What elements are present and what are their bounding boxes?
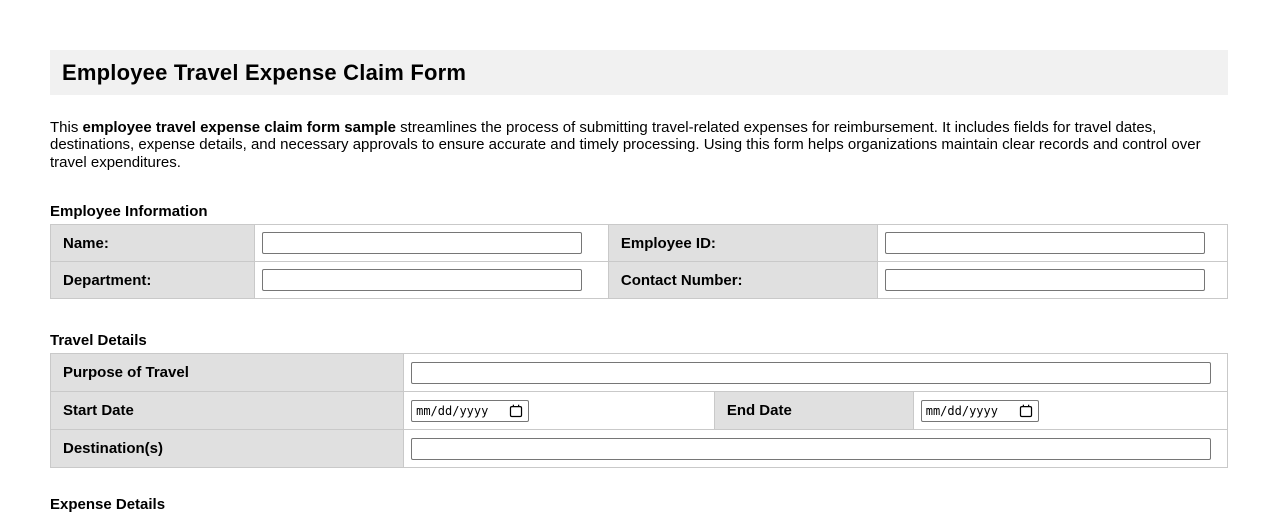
end-date-label: End Date bbox=[714, 392, 913, 430]
start-date-input[interactable] bbox=[411, 400, 529, 422]
start-date-cell bbox=[404, 392, 715, 430]
intro-rest: streamlines the process of submitting travel-related expenses for reimbursement. It includes fields for travel dates, destinations, expense details, and necessary approvals to ensure accurate and timely processing. Using this form helps organizations maintain clear records and control over travel expenditures. bbox=[50, 119, 1201, 171]
purpose-of-travel-input[interactable] bbox=[411, 362, 1211, 384]
start-date-placeholder: mm/dd/yyyy bbox=[416, 403, 489, 418]
employee-information-heading: Employee Information bbox=[50, 203, 208, 221]
contact-number-input[interactable] bbox=[885, 269, 1205, 291]
travel-details-table bbox=[50, 353, 1228, 468]
destinations-input[interactable] bbox=[411, 438, 1211, 460]
form-title-bar bbox=[50, 50, 1228, 95]
intro-paragraph bbox=[50, 119, 1228, 171]
table-row bbox=[51, 354, 1228, 392]
department-label: Department: bbox=[51, 262, 255, 299]
name-input[interactable] bbox=[262, 232, 582, 254]
employee-id-cell bbox=[878, 225, 1228, 262]
end-date-input[interactable] bbox=[921, 400, 1039, 422]
start-date-label: Start Date bbox=[51, 392, 404, 430]
calendar-icon[interactable] bbox=[1019, 404, 1033, 418]
destinations-cell bbox=[404, 430, 1228, 468]
table-row bbox=[51, 430, 1228, 468]
name-label: Name: bbox=[51, 225, 255, 262]
table-row bbox=[51, 225, 1228, 262]
department-input[interactable] bbox=[262, 269, 582, 291]
table-row bbox=[51, 262, 1228, 299]
employee-id-label: Employee ID: bbox=[608, 225, 878, 262]
table-row bbox=[51, 392, 1228, 430]
travel-details-heading: Travel Details bbox=[50, 332, 147, 350]
calendar-icon[interactable] bbox=[509, 404, 523, 418]
department-cell bbox=[254, 262, 608, 299]
destinations-label: Destination(s) bbox=[51, 430, 404, 468]
employee-information-table bbox=[50, 224, 1228, 299]
name-cell bbox=[254, 225, 608, 262]
contact-number-cell bbox=[878, 262, 1228, 299]
employee-id-input[interactable] bbox=[885, 232, 1205, 254]
page-title: Employee Travel Expense Claim Form bbox=[62, 59, 467, 85]
contact-number-label: Contact Number: bbox=[608, 262, 878, 299]
end-date-placeholder: mm/dd/yyyy bbox=[925, 403, 998, 418]
expense-details-heading: Expense Details bbox=[50, 496, 166, 513]
purpose-of-travel-label: Purpose of Travel bbox=[51, 354, 404, 392]
end-date-cell bbox=[913, 392, 1227, 430]
purpose-of-travel-cell bbox=[404, 354, 1228, 392]
intro-prefix: This bbox=[50, 119, 83, 136]
intro-highlight: employee travel expense claim form sample bbox=[82, 119, 396, 136]
